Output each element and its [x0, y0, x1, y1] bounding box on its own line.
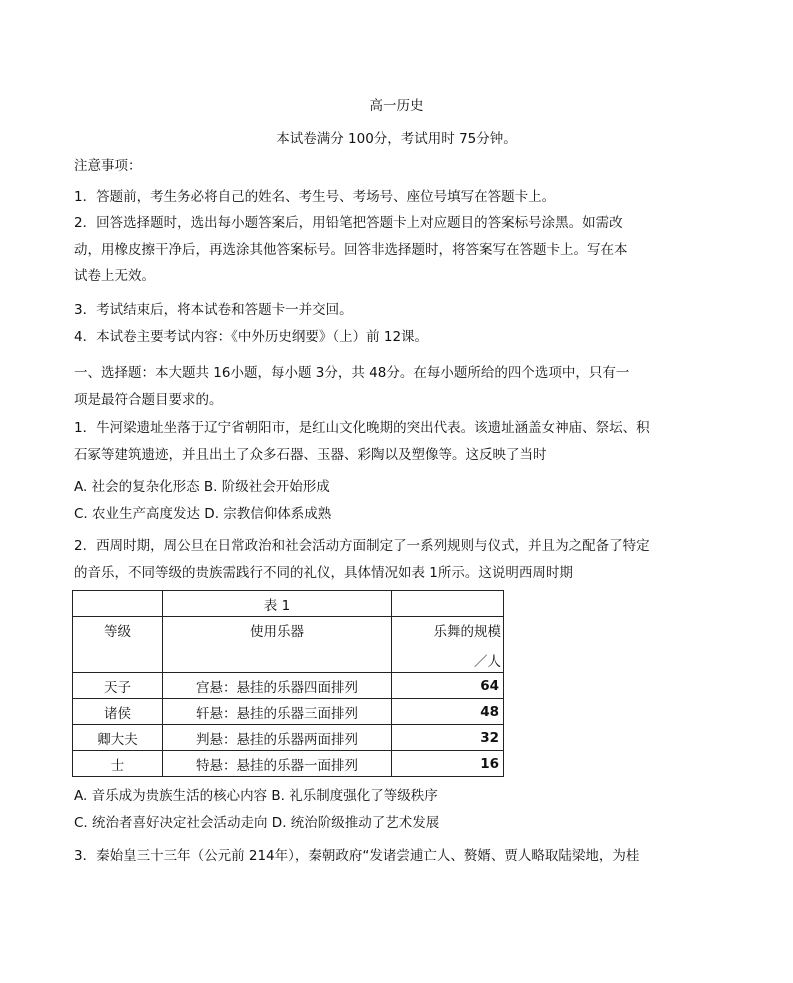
notice-item-2-cont: 动，用橡皮擦干净后，再选涂其他答案标号。回答非选择题时，将答案写在答题卡上。写在本	[74, 242, 628, 258]
q1-stem: 1．牛河梁遗址坐落于辽宁省朝阳市，是红山文化晚期的突出代表。该遗址涵盖女神庙、祭坛、积	[74, 420, 650, 436]
ritual-music-table	[72, 590, 504, 777]
notice-item-1: 1．答题前，考生务必将自己的姓名、考生号、考场号、座位号填写在答题卡上。	[74, 189, 556, 205]
q1-options-cd: C. 农业生产高度发达 D. 宗教信仰体系成熟	[74, 506, 332, 522]
header-rank: 等级	[73, 617, 163, 673]
table-row	[73, 725, 504, 751]
table-header-row	[73, 617, 504, 673]
row-rank: 士	[73, 751, 163, 777]
row-scale: 64	[392, 673, 504, 699]
q3-stem: 3．秦始皇三十三年（公元前 214年），秦朝政府“发诸尝逋亡人、赘婿、贾人略取陆梁地，为桂	[74, 848, 640, 864]
row-scale: 16	[392, 751, 504, 777]
table-row	[73, 699, 504, 725]
table-row	[73, 751, 504, 777]
row-instrument: 宫悬：悬挂的乐器四面排列	[163, 673, 392, 699]
q2-options-ab: A. 音乐成为贵族生活的核心内容 B. 礼乐制度强化了等级秩序	[74, 788, 438, 804]
header-scale	[392, 617, 504, 673]
q1-stem-cont: 石冢等建筑遗迹，并且出土了众多石器、玉器、彩陶以及塑像等。这反映了当时	[74, 447, 547, 463]
header-scale-unit: ／人	[474, 654, 501, 670]
row-scale: 32	[392, 725, 504, 751]
header-instrument: 使用乐器	[163, 617, 392, 673]
q1-options-ab: A. 社会的复杂化形态 B. 阶级社会开始形成	[74, 479, 330, 495]
notice-heading: 注意事项：	[74, 158, 142, 174]
row-instrument: 特悬：悬挂的乐器一面排列	[163, 751, 392, 777]
section-heading: 一、选择题：本大题共 16小题，每小题 3分，共 48分。在每小题所给的四个选项中，只有一	[74, 365, 630, 381]
row-scale: 48	[392, 699, 504, 725]
table-row	[73, 673, 504, 699]
row-rank: 卿大夫	[73, 725, 163, 751]
row-rank: 诸侯	[73, 699, 163, 725]
table-caption-row	[73, 591, 504, 617]
q2-stem: 2．西周时期，周公旦在日常政治和社会活动方面制定了一系列规则与仪式，并且为之配备了特定	[74, 538, 650, 554]
row-instrument: 判悬：悬挂的乐器两面排列	[163, 725, 392, 751]
q2-options-cd: C. 统治者喜好决定社会活动走向 D. 统治阶级推动了艺术发展	[74, 815, 440, 831]
exam-subtitle: 本试卷满分 100分，考试用时 75分钟。	[276, 131, 517, 147]
notice-item-3: 3．考试结束后，将本试卷和答题卡一并交回。	[74, 302, 353, 318]
header-scale-label: 乐舞的规模	[433, 624, 501, 640]
q2-stem-cont: 的音乐，不同等级的贵族需践行不同的礼仪，具体情况如表 1所示。这说明西周时期	[74, 565, 573, 581]
table-caption: 表 1	[163, 591, 392, 617]
section-heading-cont: 项是最符合题目要求的。	[74, 392, 223, 408]
notice-item-2: 2．回答选择题时，选出每小题答案后，用铅笔把答题卡上对应题目的答案标号涂黑。如需改	[74, 215, 623, 231]
exam-title: 高一历史	[369, 98, 424, 114]
row-rank: 天子	[73, 673, 163, 699]
table-cell	[392, 591, 504, 617]
table-cell	[73, 591, 163, 617]
row-instrument: 轩悬：悬挂的乐器三面排列	[163, 699, 392, 725]
notice-item-2-end: 试卷上无效。	[74, 268, 155, 284]
notice-item-4: 4．本试卷主要考试内容：《中外历史纲要》（上）前 12课。	[74, 329, 429, 345]
